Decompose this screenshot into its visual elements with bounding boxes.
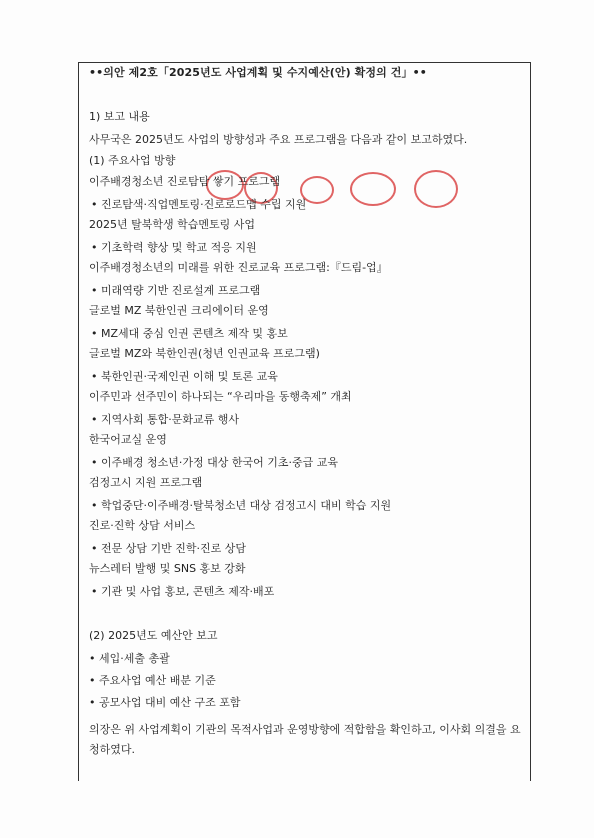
section-heading: 1) 보고 내용 (89, 110, 150, 123)
program-name: 이주배경청소년의 미래를 위한 진로교육 프로그램:『드림-업』 (89, 261, 388, 274)
program-name: 검정고시 지원 프로그램 (89, 476, 203, 489)
program-bullet: • MZ세대 중심 인권 콘텐츠 제작 및 홍보 (91, 327, 288, 340)
program-name: 이주민과 선주민이 하나되는 “우리마을 동행축제” 개최 (89, 390, 352, 403)
program-bullet: • 이주배경 청소년·가정 대상 한국어 기초·중급 교육 (91, 456, 338, 469)
program-name: 진로·진학 상담 서비스 (89, 519, 196, 532)
program-name: 글로벌 MZ 북한인권 크리에이터 운영 (89, 304, 269, 317)
program-bullet: • 기관 및 사업 홍보, 콘텐츠 제작·배포 (91, 585, 275, 598)
program-bullet: • 북한인권·국제인권 이해 및 토론 교육 (91, 370, 278, 383)
program-bullet: • 지역사회 통합·문화교류 행사 (91, 413, 239, 426)
program-bullet: • 전문 상담 기반 진학·진로 상담 (91, 542, 246, 555)
program-bullet: • 미래역량 기반 진로설계 프로그램 (91, 284, 261, 297)
program-name: 2025년 탈북학생 학습멘토링 사업 (89, 218, 255, 231)
seal-stamp (414, 170, 458, 208)
program-name: 뉴스레터 발행 및 SNS 홍보 강화 (89, 562, 246, 575)
program-bullet: • 기초학력 향상 및 학교 적응 지원 (91, 241, 257, 254)
budget-item: • 세입·세출 총괄 (89, 652, 170, 665)
budget-item: • 공모사업 대비 예산 구조 포함 (89, 696, 241, 709)
agenda-title: ••의안 제2호「2025년도 사업계획 및 수지예산(안) 확정의 건」•• (89, 66, 427, 79)
intro-text: 사무국은 2025년도 사업의 방향성과 주요 프로그램을 다음과 같이 보고하였다. (89, 133, 468, 146)
sub-heading: (2) 2025년도 예산안 보고 (89, 629, 218, 642)
seal-stamp (350, 172, 396, 206)
program-bullet: • 진로탐색·직업멘토링·진로로드맵 수립 지원 (91, 198, 307, 211)
program-bullet: • 학업중단·이주배경·탈북청소년 대상 검정고시 대비 학습 지원 (91, 499, 392, 512)
program-name: 한국어교실 운영 (89, 433, 167, 446)
program-name: 글로벌 MZ와 북한인권(청년 인권교육 프로그램) (89, 347, 320, 360)
budget-item: • 주요사업 예산 배분 기준 (89, 674, 216, 687)
sub-heading: (1) 주요사업 방향 (89, 154, 176, 167)
program-name: 이주배경청소년 진로탐탐 쌓기 프로그램 (89, 175, 281, 188)
conclusion-text: 의장은 위 사업계획이 기관의 목적사업과 운영방향에 적합함을 확인하고, 이사회 의결을 요청하였다. (89, 723, 521, 756)
